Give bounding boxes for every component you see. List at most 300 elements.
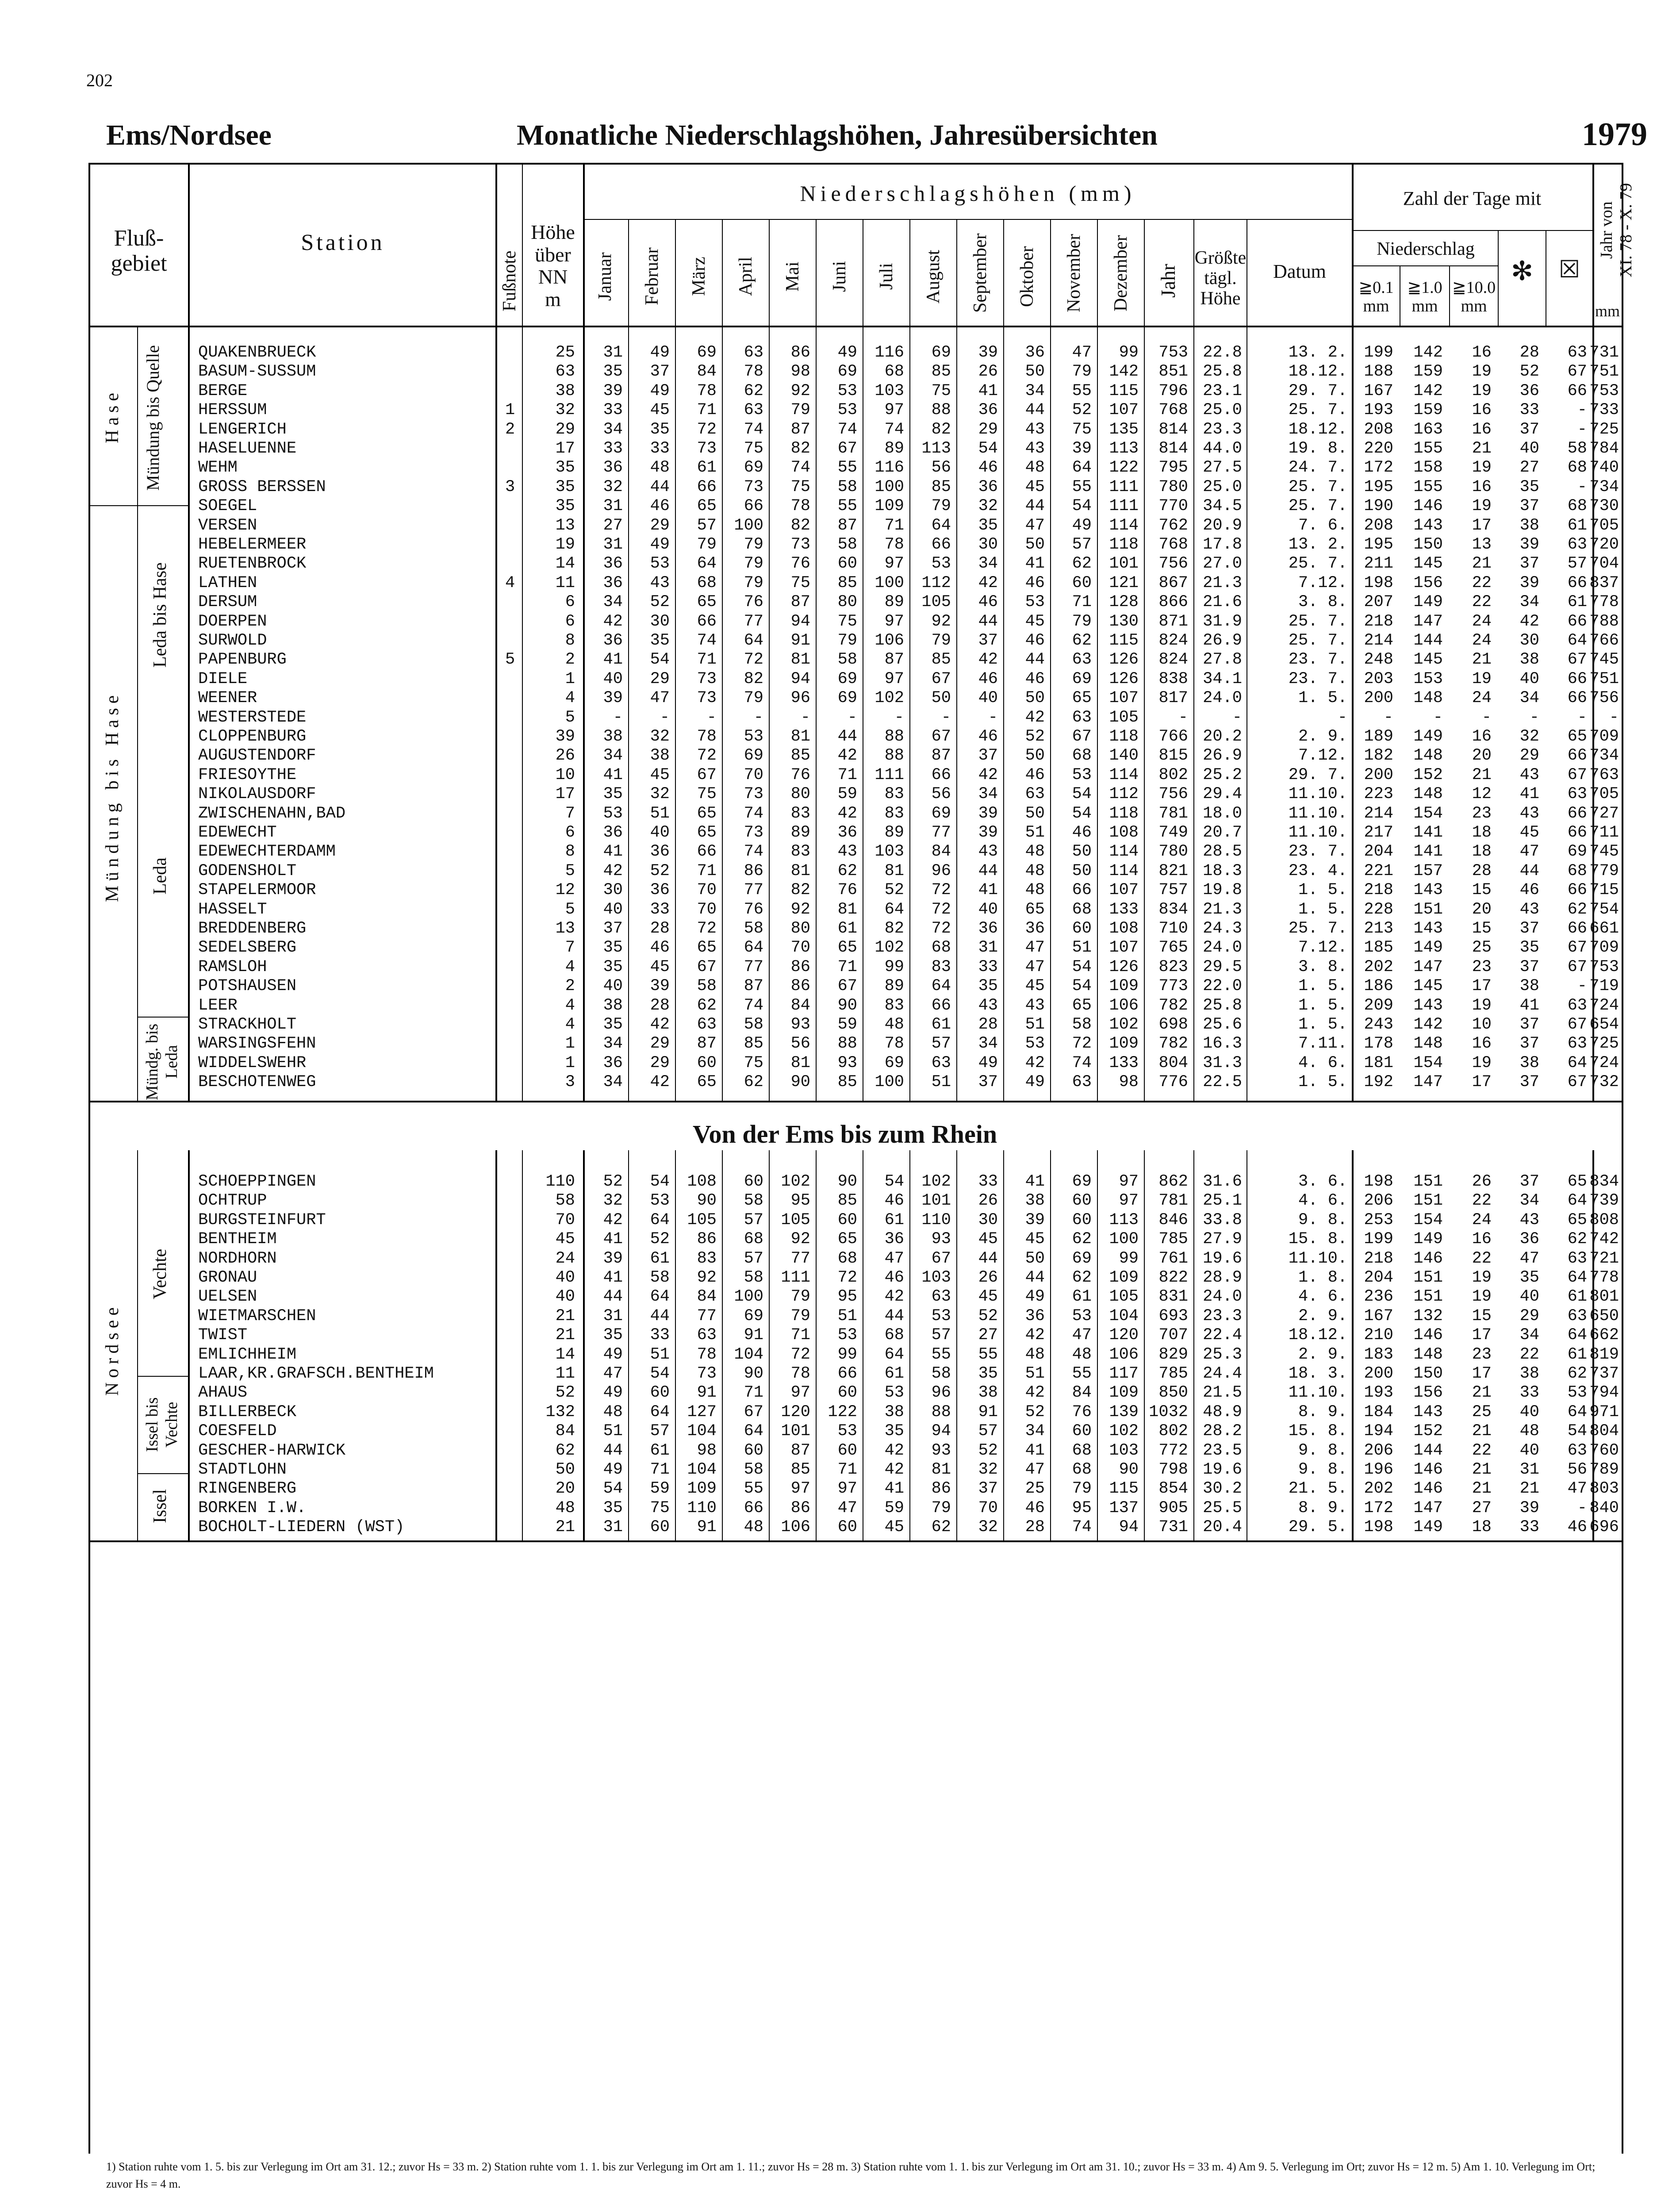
table-cell: 62 [837,861,857,880]
table-cell: 92 [790,900,810,919]
table-cell: 5 [565,900,575,919]
table-cell: 15. 8. [1288,1422,1347,1441]
table-row [0,1211,1680,1230]
table-cell: 76 [744,900,763,919]
station-name: BREDDENBERG [198,919,307,938]
table-cell: 79 [837,631,857,650]
table-cell: 109 [875,497,904,516]
table-cell: 21. 5. [1288,1479,1347,1498]
table-cell: 71 [837,1460,857,1479]
table-cell: 106 [781,1518,810,1537]
table-cell: 36 [603,458,623,477]
table-cell: 126 [1109,650,1139,669]
table-cell: 79 [1072,612,1092,631]
table-cell: 23. 7. [1288,669,1347,688]
table-cell: 163 [1413,420,1443,439]
table-cell: 90 [744,1364,763,1383]
table-cell: 45 [1025,477,1045,496]
table-cell: 778 [1589,593,1619,612]
table-cell: - [941,708,951,727]
table-cell: 13 [1472,535,1492,554]
table-cell: 52 [555,1383,575,1402]
table-cell: 37 [978,746,998,765]
table-cell: 30.2 [1203,1479,1242,1498]
station-name: NIKOLAUSDORF [198,785,316,804]
table-cell: 25.0 [1203,401,1242,420]
table-cell: 25.5 [1203,1498,1242,1517]
table-cell: 53 [931,1306,951,1325]
table-cell: 33 [978,957,998,976]
table-cell: 45 [1025,1230,1045,1249]
table-cell: 66 [1567,612,1587,631]
table-cell: 39 [1519,573,1539,592]
table-cell: 35 [603,1015,623,1034]
table-cell: 228 [1364,900,1393,919]
station-name: DERSUM [198,593,257,612]
table-cell: 142 [1413,1015,1443,1034]
table-cell: 83 [884,804,904,823]
section-issel: Issel [150,1489,170,1524]
table-cell: 66 [1072,881,1092,900]
table-cell: 64 [697,554,717,573]
table-cell: 50 [1025,804,1045,823]
table-cell: 13 [555,516,575,535]
table-cell: 788 [1589,612,1619,631]
table-cell: 19.8 [1203,881,1242,900]
table-cell: 39 [978,804,998,823]
table-cell: 15 [1472,881,1492,900]
table-cell: 73 [744,477,763,496]
table-cell: 732 [1589,1073,1619,1092]
table-cell: 36 [650,842,670,861]
station-name: SOEGEL [198,497,257,516]
table-cell: 106 [1109,1345,1139,1364]
table-cell: 17.8 [1203,535,1242,554]
year-title: 1979 [1582,116,1647,153]
table-cell: 63 [1567,1441,1587,1460]
table-cell: 34 [1025,1422,1045,1441]
table-cell: 7. 6. [1298,516,1347,535]
station-name: LENGERICH [198,420,287,439]
table-cell: 151 [1413,1268,1443,1287]
table-cell: 172 [1364,1498,1393,1517]
table-cell: 61 [1567,516,1587,535]
table-cell: 93 [931,1441,951,1460]
col-month: Dezember [1111,235,1131,311]
table-cell: 109 [1109,1034,1139,1053]
table-cell: 45 [650,765,670,784]
table-cell: 99 [1119,343,1139,362]
table-cell: 7 [565,804,575,823]
table-cell: - [1529,708,1539,727]
table-cell: 32 [650,727,670,746]
table-cell: 63 [697,1326,717,1345]
col-t10: ≧1.0 mm [1407,278,1442,315]
table-cell: 52 [650,593,670,612]
table-cell: 8. 9. [1298,1402,1347,1421]
table-cell: 39 [603,689,623,708]
table-cell: 54 [1072,785,1092,804]
table-cell: 34 [1025,381,1045,400]
station-name: VERSEN [198,516,257,535]
table-cell: 74 [837,420,857,439]
table-cell: 89 [884,977,904,996]
section-muendg-bis-leda: Mündg. bis Leda [143,1023,181,1100]
table-cell: - [660,708,670,727]
station-name: BASUM-SUSSUM [198,362,316,381]
station-name: WEENER [198,689,257,708]
table-cell: 36 [837,823,857,842]
station-name: QUAKENBRUECK [198,343,316,362]
table-cell: 817 [1158,689,1188,708]
table-cell: 133 [1109,900,1139,919]
table-cell: 56 [931,458,951,477]
table-cell: 89 [790,823,810,842]
table-cell: 87 [744,977,763,996]
table-cell: 65 [697,938,717,957]
table-cell: 73 [697,1364,717,1383]
section-issel-bis-vechte: Issel bis Vechte [143,1397,181,1452]
table-cell: 704 [1589,554,1619,573]
table-cell: 815 [1158,746,1188,765]
table-cell: 88 [884,746,904,765]
table-cell: 41 [603,1230,623,1249]
table-cell: 19 [1472,458,1492,477]
table-cell: 60 [1072,1191,1092,1210]
table-cell: 118 [1109,535,1139,554]
table-cell: 766 [1158,727,1188,746]
table-cell: 49 [837,343,857,362]
table-cell: 25.2 [1203,765,1242,784]
table-cell: 40 [1519,1402,1539,1421]
table-cell: 58 [744,1015,763,1034]
table-cell: 50 [555,1460,575,1479]
table-cell: 44 [1519,861,1539,880]
table-cell: 84 [555,1422,575,1441]
table-cell: 48 [603,1402,623,1421]
table-cell: 57 [744,1210,763,1229]
table-cell: 61 [884,1364,904,1383]
table-cell: 69 [837,669,857,688]
table-cell: 43 [1519,900,1539,919]
col-month: Februar [642,247,662,306]
table-cell: 51 [650,804,670,823]
table-cell: 141 [1413,842,1443,861]
table-cell: 50 [931,689,951,708]
table-cell: 145 [1413,650,1443,669]
table-cell: 66 [1567,669,1587,688]
station-name: PAPENBURG [198,650,287,669]
table-cell: 35 [555,497,575,516]
table-cell: 53 [884,1383,904,1402]
table-cell: 78 [697,381,717,400]
table-cell: 82 [744,669,763,688]
col-month: April [736,257,756,296]
table-cell: 34 [603,1073,623,1092]
table-cell: 74 [884,420,904,439]
table-row [0,1307,1680,1326]
table-cell: 21 [1519,1479,1539,1498]
table-cell: 725 [1589,420,1619,439]
table-cell: 83 [931,957,951,976]
table-cell: 104 [734,1345,763,1364]
table-cell: 199 [1364,1230,1393,1249]
table-cell: 31 [603,497,623,516]
table-cell: 34 [603,746,623,765]
table-cell: 1. 5. [1298,1073,1347,1092]
table-cell: 76 [744,593,763,612]
table-cell: 823 [1158,957,1188,976]
table-cell: 145 [1413,554,1443,573]
table-cell: 84 [697,1287,717,1306]
table-cell: 63 [1025,785,1045,804]
table-cell: 156 [1413,573,1443,592]
table-cell: 21.5 [1203,1383,1242,1402]
table-cell: 34 [1519,689,1539,708]
table-cell: 17 [555,785,575,804]
table-cell: 61 [650,1441,670,1460]
table-cell: 766 [1589,631,1619,650]
table-cell: 208 [1364,420,1393,439]
table-cell: 198 [1364,1518,1393,1537]
table-cell: 68 [1072,900,1092,919]
table-cell: 148 [1413,689,1443,708]
table-cell: 52 [650,1230,670,1249]
table-cell: 104 [687,1460,717,1479]
table-cell: 76 [790,554,810,573]
table-cell: 4 [565,957,575,976]
table-row [0,938,1680,957]
table-cell: 6 [565,593,575,612]
table-cell: 49 [603,1383,623,1402]
table-cell: 19 [1472,1268,1492,1287]
table-cell: 253 [1364,1210,1393,1229]
table-cell: 200 [1364,689,1393,708]
table-cell: 53 [1072,1306,1092,1325]
table-cell: 65 [697,804,717,823]
table-cell: 25.1 [1203,1191,1242,1210]
table-cell: 52 [1519,362,1539,381]
footnote-ref: 1 [505,401,515,420]
table-cell: - [1577,477,1587,496]
table-cell: 54 [603,1479,623,1498]
table-row [0,1441,1680,1460]
table-cell: 58 [1567,439,1587,458]
table-cell: 28.2 [1203,1422,1242,1441]
table-cell: 69 [1072,1249,1092,1268]
table-cell: 217 [1364,823,1393,842]
table-cell: 1. 5. [1298,881,1347,900]
station-name: HERSSUM [198,401,267,420]
section-nordsee: Nordsee [102,1303,123,1396]
table-cell: 63 [931,1053,951,1072]
table-cell: 709 [1589,727,1619,746]
table-cell: 106 [875,631,904,650]
table-cell: 4. 6. [1298,1053,1347,1072]
table-cell: - [753,708,763,727]
table-cell: 41 [978,881,998,900]
table-cell: 149 [1413,938,1443,957]
table-cell: 60 [837,1210,857,1229]
col-station: Station [301,230,385,255]
table-row [0,593,1680,612]
station-name: FRIESOYTHE [198,765,297,784]
station-name: RUETENBROCK [198,554,307,573]
station-name: LATHEN [198,573,257,592]
table-cell: - [1577,401,1587,420]
table-cell: 40 [978,689,998,708]
table-cell: 148 [1413,1034,1443,1053]
table-cell: 21.6 [1203,593,1242,612]
page-title: Monatliche Niederschlagshöhen, Jahresübersichten [517,119,1158,151]
table-cell: 27.0 [1203,554,1242,573]
table-cell: 73 [744,785,763,804]
table-cell: 66 [1567,573,1587,592]
table-cell: 16 [1472,1034,1492,1053]
table-cell: 19 [1472,497,1492,516]
station-name: HEBELERMEER [198,535,307,554]
table-cell: 854 [1158,1479,1188,1498]
table-cell: 94 [790,669,810,688]
table-cell: 58 [837,477,857,496]
table-cell: 734 [1589,477,1619,496]
col-jahr-xi: Jahr von XI. 78 - X. 79 [1597,183,1635,277]
table-cell: 110 [545,1172,575,1191]
table-cell: 75 [650,1498,670,1517]
table-cell: 822 [1158,1268,1188,1287]
table-cell: 42 [650,1073,670,1092]
table-cell: 33 [1519,401,1539,420]
table-cell: 70 [697,900,717,919]
table-row [0,631,1680,650]
table-cell: 45 [978,1230,998,1249]
table-cell: 36 [978,919,998,938]
table-cell: 100 [875,477,904,496]
table-cell: 49 [650,381,670,400]
table-cell: 81 [884,861,904,880]
table-cell: 46 [1025,669,1045,688]
table-cell: 19 [1472,362,1492,381]
table-cell: 40 [603,977,623,996]
table-cell: 850 [1158,1383,1188,1402]
table-cell: 25. 7. [1288,477,1347,496]
col-month: Oktober [1017,246,1037,307]
station-name: SCHOEPPINGEN [198,1172,316,1191]
col-hoehe: Höhe über NN m [531,221,575,311]
table-cell: 39 [1072,439,1092,458]
table-cell: 97 [790,1479,810,1498]
table-cell: 57 [697,516,717,535]
table-cell: 798 [1158,1460,1188,1479]
table-cell: 763 [1589,765,1619,784]
snow-icon: ✻ [1511,257,1534,286]
table-cell: 110 [687,1498,717,1517]
table-cell: 102 [875,938,904,957]
table-cell: 143 [1413,881,1443,900]
table-cell: 867 [1158,573,1188,592]
table-cell: 42 [884,1287,904,1306]
table-cell: 67 [1567,765,1587,784]
table-cell: 24.0 [1203,938,1242,957]
table-cell: 61 [697,458,717,477]
table-cell: 64 [744,631,763,650]
table-row [0,1403,1680,1422]
table-cell: 46 [650,938,670,957]
table-cell: 89 [884,593,904,612]
table-cell: 87 [837,516,857,535]
table-cell: 61 [1567,593,1587,612]
col-t01: ≧0.1 mm [1358,278,1394,315]
station-name: BILLERBECK [198,1402,297,1421]
table-cell: 47 [1072,1326,1092,1345]
table-cell: 102 [1109,1422,1139,1441]
station-name: EDEWECHTERDAMM [198,842,336,861]
table-cell: 23. 4. [1288,861,1347,880]
table-cell: 82 [931,420,951,439]
table-cell: 821 [1158,861,1188,880]
table-cell: 93 [931,1230,951,1249]
table-cell: 34 [603,593,623,612]
table-cell: 44 [1025,497,1045,516]
table-cell: 23 [1472,957,1492,976]
table-cell: 86 [744,861,763,880]
table-cell: 91 [744,1326,763,1345]
table-cell: 96 [931,1383,951,1402]
table-cell: 49 [1025,1287,1045,1306]
table-cell: 89 [884,439,904,458]
table-cell: 50 [1025,362,1045,381]
table-cell: 34 [1519,593,1539,612]
table-cell: 54 [1072,957,1092,976]
table-cell: 62 [1072,631,1092,650]
table-cell: 69 [837,362,857,381]
table-cell: 114 [1109,516,1139,535]
table-cell: 44 [978,1249,998,1268]
table-cell: 1. 5. [1298,900,1347,919]
table-cell: 58 [837,650,857,669]
station-name: ZWISCHENAHN,BAD [198,804,346,823]
table-cell: 50 [1025,689,1045,708]
table-cell: 781 [1158,1191,1188,1210]
table-cell: 63 [931,1287,951,1306]
table-row [0,1268,1680,1287]
table-cell: 100 [734,516,763,535]
table-cell: - [1383,708,1393,727]
table-cell: 61 [1072,1287,1092,1306]
table-cell: 25.8 [1203,996,1242,1015]
table-cell: 72 [931,900,951,919]
table-cell: 65 [1072,689,1092,708]
table-cell: 25. 7. [1288,631,1347,650]
table-cell: 42 [978,650,998,669]
table-cell: 95 [837,1287,857,1306]
table-cell: 72 [1072,1034,1092,1053]
table-cell: 70 [744,765,763,784]
table-cell: 68 [837,1249,857,1268]
table-cell: 31 [978,938,998,957]
table-cell: 84 [790,996,810,1015]
table-cell: 185 [1364,938,1393,957]
table-cell: 37 [978,1479,998,1498]
table-cell: 55 [1072,477,1092,496]
table-cell: 86 [697,1230,717,1249]
table-cell: 122 [1109,458,1139,477]
table-cell: 80 [790,785,810,804]
table-cell: 23.3 [1203,420,1242,439]
table-cell: 53 [1072,765,1092,784]
table-cell: 62 [931,1518,951,1537]
table-cell: 21.3 [1203,900,1242,919]
